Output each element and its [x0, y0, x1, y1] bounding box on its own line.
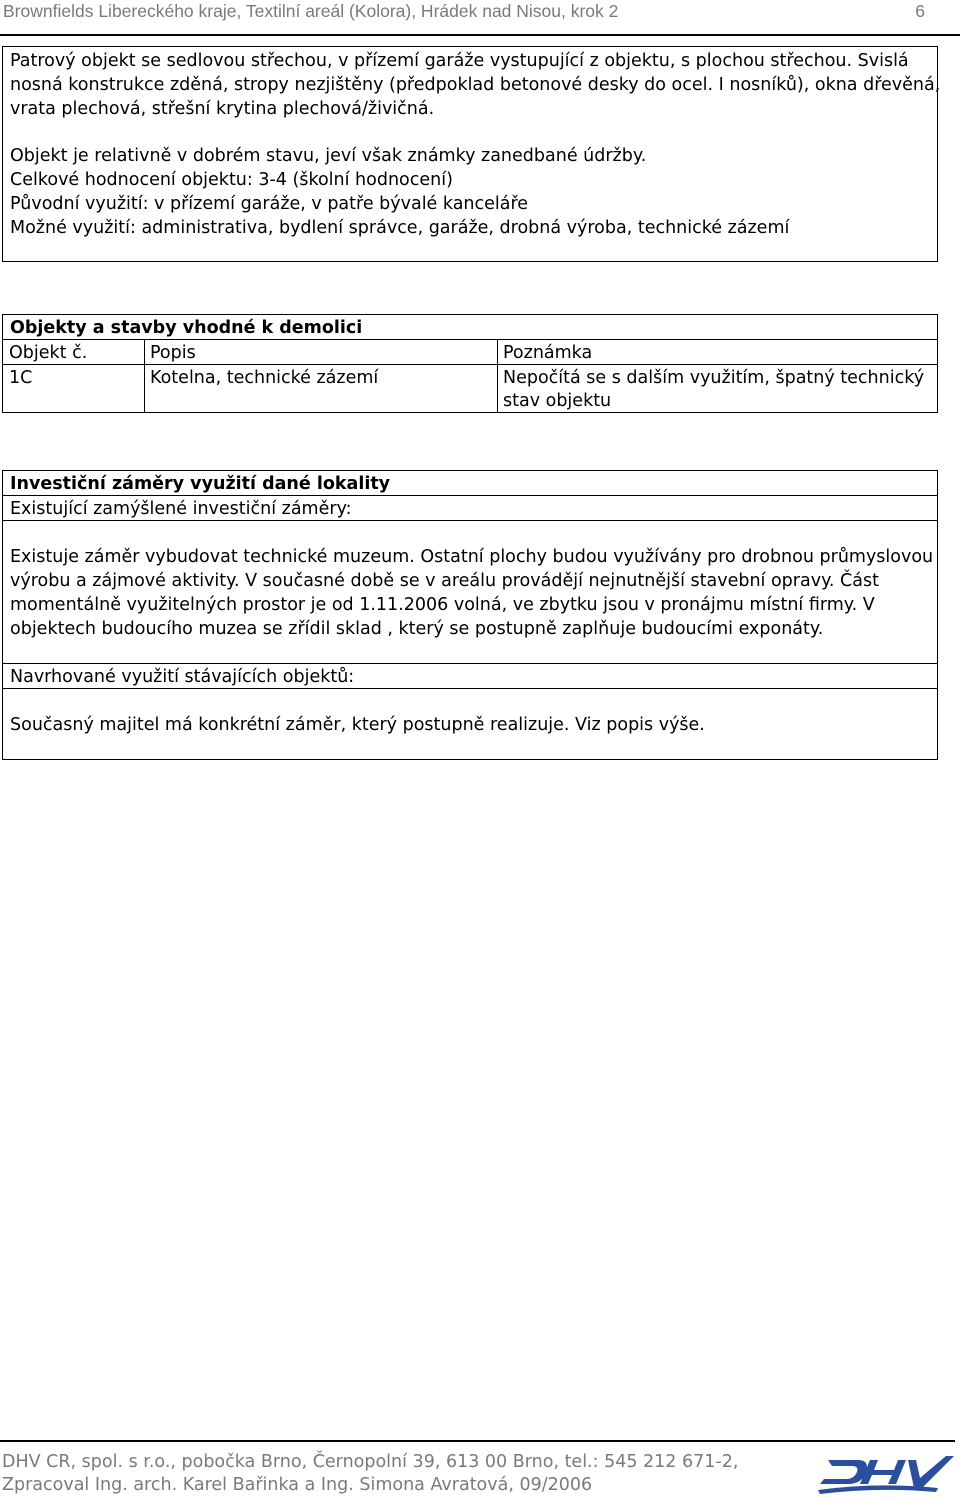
demolition-title: Objekty a stavby vhodné k demolici	[10, 318, 363, 338]
row-note-line-2: stav objektu	[503, 391, 612, 411]
footer-address: DHV CR, spol. s r.o., pobočka Brno, Černopolní 39, 613 00 Brno, tel.: 545 212 671-2,	[2, 1452, 739, 1472]
existing-plans-line-3: momentálně využitelných prostor je od 1.11.2006 volná, ve zbytku jsou v pronájmu místní firmy. V	[10, 595, 875, 615]
existing-plans-line-2: výrobu a zájmové aktivity. V současné době se v areálu provádějí nejnutnější stavební opravy. Část	[10, 571, 879, 591]
page-number: 6	[915, 1, 925, 21]
row-object-id: 1C	[9, 368, 33, 388]
investment-title: Investiční záměry využití dané lokality	[10, 474, 391, 494]
rating-text: Celkové hodnocení objektu: 3-4 (školní hodnocení)	[10, 170, 453, 190]
object-description-box	[2, 46, 941, 262]
column-header-object: Objekt č.	[9, 343, 88, 363]
condition-text: Objekt je relativně v dobrém stavu, jeví však známky zanedbané údržby.	[10, 146, 647, 166]
footer-divider	[0, 1440, 955, 1442]
description-line-1: Patrový objekt se sedlovou střechou, v přízemí garáže vystupující z objektu, s plochou střechou. Svislá	[10, 51, 909, 71]
demolition-table	[2, 314, 938, 413]
investment-box	[2, 470, 938, 760]
existing-plans-label: Existující zamýšlené investiční záměry:	[10, 499, 352, 519]
description-line-3: vrata plechová, střešní krytina plechová/živičná.	[10, 99, 435, 119]
proposed-use-text: Současný majitel má konkrétní záměr, který postupně realizuje. Viz popis výše.	[10, 715, 705, 735]
page-header	[0, 0, 960, 36]
existing-plans-line-1: Existuje záměr vybudovat technické muzeum. Ostatní plochy budou využívány pro drobnou průmyslovou	[10, 547, 934, 567]
description-line-2: nosná konstrukce zděná, stropy nezjištěny (předpoklad betonové desky do ocel. I nosníků), okna dřevěná,	[10, 75, 941, 95]
original-use-text: Původní využití: v přízemí garáže, v patře bývalé kanceláře	[10, 194, 529, 214]
existing-plans-line-4: objektech budoucího muzea se zřídil sklad , který se postupně zaplňuje budoucími exponáty.	[10, 619, 824, 639]
possible-use-text: Možné využití: administrativa, bydlení správce, garáže, drobná výroba, technické zázemí	[10, 218, 790, 238]
column-header-note: Poznámka	[503, 343, 593, 363]
document-title: Brownfields Libereckého kraje, Textilní areál (Kolora), Hrádek nad Nisou, krok 2	[3, 1, 619, 21]
proposed-use-label: Navrhované využití stávajících objektů:	[10, 667, 355, 687]
row-description: Kotelna, technické zázemí	[150, 368, 379, 388]
row-note-line-1: Nepočítá se s dalším využitím, špatný technický	[503, 368, 925, 388]
dhv-logo	[818, 1452, 956, 1496]
footer-authors: Zpracoval Ing. arch. Karel Bařinka a Ing. Simona Avratová, 09/2006	[2, 1475, 593, 1495]
column-header-description: Popis	[150, 343, 196, 363]
